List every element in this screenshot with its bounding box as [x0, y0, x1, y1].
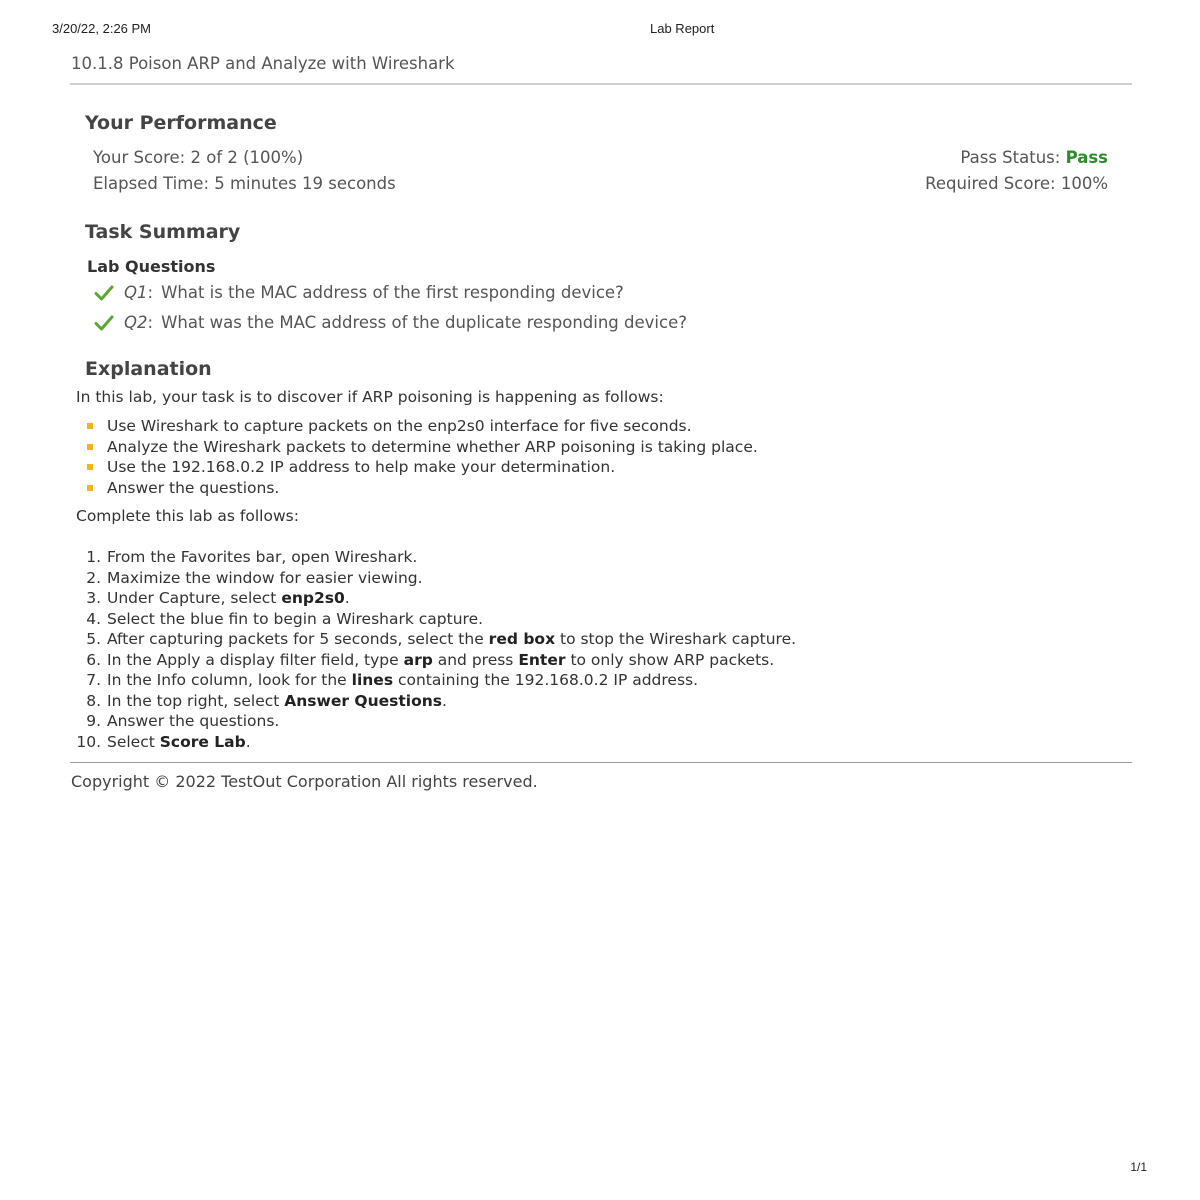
question-text: What is the MAC address of the first responding device?: [161, 283, 624, 302]
copyright-text: Copyright © 2022 TestOut Corporation All rights reserved.: [71, 772, 538, 791]
required-score-text: Required Score: 100%: [925, 174, 1108, 193]
bullet-icon: [87, 464, 93, 470]
print-header: [52, 21, 1148, 37]
question-id: Q1:: [124, 283, 154, 302]
lab-questions-heading: Lab Questions: [87, 257, 216, 276]
print-title: Lab Report: [650, 21, 715, 36]
step-item: 9. Answer the questions.: [86, 712, 280, 730]
elapsed-time-text: Elapsed Time: 5 minutes 19 seconds: [93, 174, 396, 193]
bullet-icon: [87, 423, 93, 429]
question-list: [70, 278, 1132, 338]
list-item: Answer the questions.: [70, 478, 1132, 499]
list-item: Analyze the Wireshark packets to determine whether ARP poisoning is taking place.: [70, 437, 1132, 458]
steps-intro: Complete this lab as follows:: [76, 507, 299, 525]
step-item: 8. In the top right, select Answer Questions.: [86, 691, 447, 710]
print-date: 3/20/22, 2:26 PM: [52, 21, 152, 36]
question-id: Q2:: [124, 313, 154, 332]
score-text: Your Score: 2 of 2 (100%): [93, 148, 304, 167]
step-item: 7. In the Info column, look for the lines containing the 192.168.0.2 IP address.: [86, 671, 699, 689]
explanation-heading: Explanation: [85, 358, 212, 380]
bullet-icon: [87, 485, 93, 491]
performance-heading: Your Performance: [85, 112, 277, 134]
question-item: [94, 308, 1132, 338]
step-item: 4. Select the blue fin to begin a Wireshark capture.: [86, 609, 484, 628]
explanation-intro: In this lab, your task is to discover if ARP poisoning is happening as follows:: [76, 388, 664, 406]
step-item: 3. Under Capture, select enp2s0.: [86, 589, 350, 607]
bullet-icon: [87, 444, 93, 450]
page-title: 10.1.8 Poison ARP and Analyze with Wireshark: [71, 54, 455, 73]
task-summary-heading: Task Summary: [85, 221, 241, 243]
task-bullet-list: [70, 416, 1132, 498]
performance-panel: [70, 145, 1132, 201]
lab-report: [70, 52, 1132, 791]
list-item: Use Wireshark to capture packets on the enp2s0 interface for five seconds.: [70, 416, 1132, 437]
question-item: [94, 278, 1132, 308]
page-number: 1/1: [1130, 1160, 1147, 1174]
steps-list: [70, 547, 1132, 752]
step-item: 1. From the Favorites bar, open Wireshark.: [86, 548, 418, 566]
question-text: What was the MAC address of the duplicate responding device?: [161, 313, 687, 332]
pass-status-label: Pass Status:: [960, 148, 1061, 167]
pass-status: [925, 145, 1108, 171]
step-item: 10. Select Score Lab.: [76, 732, 251, 751]
header-divider: [70, 83, 1132, 85]
footer-divider: [70, 762, 1132, 763]
step-item: 2. Maximize the window for easier viewing.: [86, 568, 423, 587]
step-item: 6. In the Apply a display filter field, type arp and press Enter to only show ARP packets.: [86, 650, 775, 669]
check-icon: [94, 284, 114, 302]
list-item: Use the 192.168.0.2 IP address to help make your determination.: [70, 457, 1132, 478]
step-item: 5. After capturing packets for 5 seconds, select the red box to stop the Wireshark capture.: [86, 630, 797, 648]
check-icon: [94, 314, 114, 332]
pass-status-value: Pass: [1065, 148, 1108, 167]
